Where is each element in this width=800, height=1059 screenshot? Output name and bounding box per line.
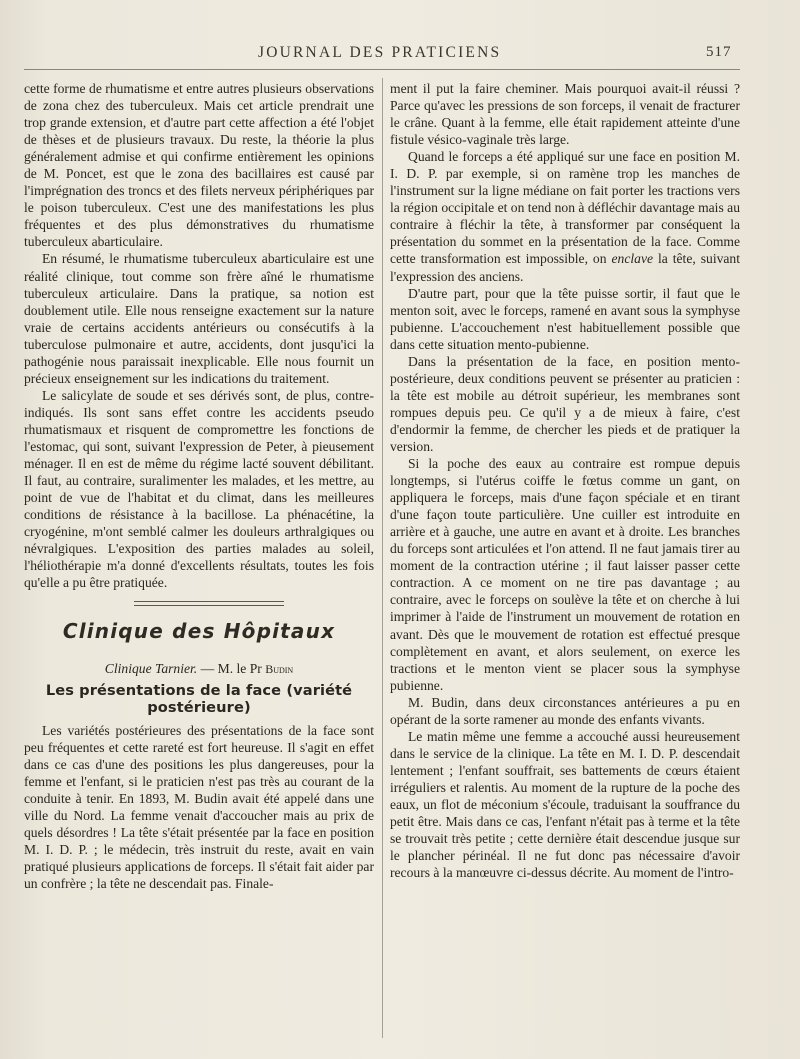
- page-number: 517: [706, 44, 732, 60]
- paragraph: Si la poche des eaux au contraire est rompue depuis longtemps, si l'utérus coiffe le fœtus comme un gant, on appliquera le forceps, mais d'une façon spéciale et en tirant d'une façon toute particulière. Une cuiller est introduite en arrière et à gauche, une autre en avant et à droite. Les branches du forceps sont articulées et l'on attend. Il ne faut jamais tirer au moment de la contraction utérine ; il faut laisser passer cette contraction. A ce moment on ne tire pas davantage ; au contraire, avec le forceps on soulève la tête et on cherche à lui imprimer à l'aide de l'instrument un mouvement de rotation en avant. Dès que le mouvement de rotation est effectué presque complètement en avant, et alors seulement, on exerce les tractions et le menton vient se placer sous la symphyse pubienne.: [390, 456, 740, 693]
- journal-title: JOURNAL DES PRATICIENS: [258, 44, 502, 61]
- paragraph: Les variétés postérieures des présentations de la face sont peu fréquentes et cette rareté est fort heureuse. Il s'agit en effet dans ce cas d'une des positions les plus dangereuses, pour la femme et l'enfant, si le praticien n'est pas très au courant de la conduite à tenir. En 1893, M. Budin avait été appelé dans une ville du Nord. La femme venait d'accoucher mais au prix de quels désordres ! La tête s'était présentée par la face en position M. I. D. P. ; le médecin, très instruit du reste, avait en vain pratiqué plusieurs applications de forceps. Il s'était fait aider par un confrère ; la tête ne descendait pas. Finale-: [24, 722, 374, 892]
- section-separator: [24, 591, 374, 621]
- byline-text: — M. le Pr: [197, 661, 266, 677]
- paragraph-text: Quand le forceps a été appliqué sur une face en position M. I. D. P. par exemple, si on ramène trop les manches de l'instrument sur la ligne médiane on fait porter les tractions vers la région occipitale et on tend non à défléchir davantage mais au contraire à fléchir la tête, à transformer par conséquent la présentation du sommet en la présentation de la face. Comme cette transformation est impossible, on: [390, 149, 740, 267]
- emphasized-word: enclave: [611, 251, 654, 267]
- paragraph: ment il put la faire cheminer. Mais pourquoi avait-il réussi ? Parce qu'avec les pressions de son forceps, il venait de fracturer le crâne. Quant à la femme, elle était rapidement atteinte d'une fistule vésico-vaginale très large.: [390, 81, 740, 148]
- paragraph: [390, 148, 740, 284]
- author-name: Budin: [265, 662, 294, 677]
- paragraph: cette forme de rhumatisme et entre autres plusieurs observations de zona chez des tuberculeux. Mais cet article prendrait une trop grande extension, et d'autre part cette affection a été l'objet de thèses et de plusieurs travaux. Du reste, la théorie la plus généralement admise et qui confirme entièrement les opinions de M. Poncet, est que le zona des bacillaires est causé par l'imprégnation des troncs et des filets nerveux périphériques par le poison tuberculeux. C'est une des manifestations les plus fréquentes et des plus démonstratives du rhumatisme tuberculeux abarticulaire.: [24, 81, 374, 250]
- paragraph-text: la tête, suivant l'expression des anciens.: [390, 251, 740, 284]
- paragraph: Le salicylate de soude et ses dérivés sont, de plus, contre-indiqués. Ils sont sans effet contre les accidents pseudo rhumatismaux et risquent de compromettre les fonctions de l'estomac, qui sont, suivant l'expression de Peter, à pieusement ménager. Il en est de même du régime lacté souvent débilitant. Il faut, au contraire, suralimenter les malades, et les mettre, au point de vue de l'habitat et du climat, dans les meilleures conditions de résistance à la bacillose. La phénacétine, la cryogénine, m'ont semblé calmer les douleurs arthralgiques ou névralgiques. L'exposition des parties malades au soleil, l'héliothérapie m'a donné d'excellents résultats, toutes les fois qu'elle a pu être pratiquée.: [24, 387, 374, 591]
- left-column: [24, 80, 374, 892]
- paragraph: Le matin même une femme a accouché aussi heureusement dans le service de la clinique. La tête en M. I. D. P. descendait lentement ; l'enfant souffrait, ses battements de cœurs étaient irréguliers et ralentis. Au moment de la rupture de la poche des eaux, un flot de méconium s'écoule, traduisant la souffrance du petit être. Mais dans ce cas, l'enfant n'était pas à terme et la tête se trouvait très petite ; cette dernière était descendue jusque sur le plancher périnéal. Il ne fut donc pas nécessaire d'avoir recours à la manœuvre ci-dessus décrite. Au moment de l'intro-: [390, 728, 740, 881]
- section-title: Clinique des Hôpitaux: [62, 619, 336, 644]
- article-title: Les présentations de la face (variété postérieure): [45, 681, 353, 716]
- paragraph: M. Budin, dans deux circonstances antérieures a pu en opérant de la sorte ramener au monde des enfants vivants.: [390, 694, 740, 727]
- page-header: [0, 44, 800, 70]
- clinic-name: Clinique Tarnier.: [104, 661, 198, 677]
- paragraph: Dans la présentation de la face, en position mento-postérieure, deux conditions peuvent se présenter au praticien : la tête est mobile au détroit supérieur, les membranes sont rompues depuis peu. Ce qu'il y a de mieux à faire, c'est d'endormir la femme, de chercher les pieds et de pratiquer la version.: [390, 353, 740, 454]
- paragraph: D'autre part, pour que la tête puisse sortir, il faut que le menton soit, avec le forceps, ramené en avant sous la symphyse pubienne. L'accouchement n'est habituellement possible que dans cette situation mento-pubienne.: [390, 285, 740, 352]
- article-byline: [24, 660, 374, 678]
- paragraph: En résumé, le rhumatisme tuberculeux abarticulaire est une réalité clinique, tout comme son frère aîné le rhumatisme tuberculeux articulaire. Dans la pratique, sa notion est doublement utile. Elle nous renseigne exactement sur la nature vraie de certains accidents antérieurs ou consécutifs à la tuberculose pulmonaire et autre, accidents, dont jusqu'ici la pathogénie nous paraissait inexplicable. Elle nous fournit un précieux enseignement sur les indications du traitement.: [24, 251, 374, 386]
- header-rule: [24, 69, 740, 70]
- column-divider: [382, 78, 383, 1038]
- right-column: [390, 80, 740, 881]
